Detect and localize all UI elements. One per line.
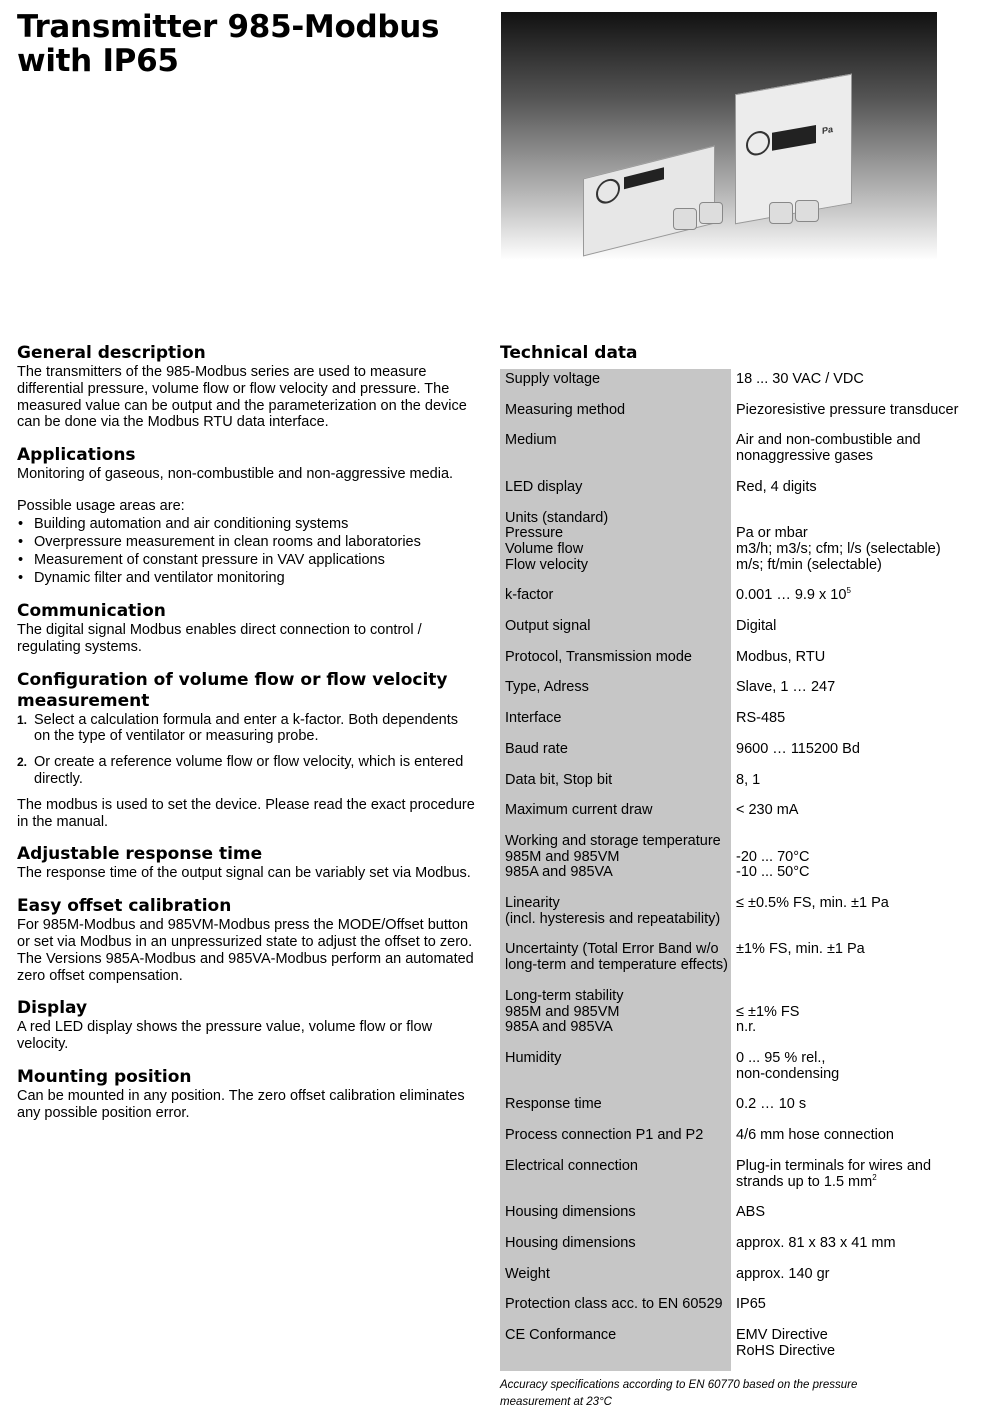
table-row — [500, 893, 990, 939]
spec-value-text: RoHS Directive — [736, 1342, 836, 1359]
table-row — [500, 508, 990, 586]
spec-label — [500, 1205, 731, 1221]
section-text: Monitoring of gaseous, non-combustible and non-aggressive media. — [17, 466, 454, 483]
spec-value-line — [736, 449, 990, 465]
list-item: • Dynamic filter and ventilator monitoring — [17, 569, 477, 587]
section-applications — [17, 445, 477, 587]
table-row — [500, 585, 990, 616]
spec-label — [500, 1159, 731, 1190]
spec-value-line — [736, 865, 990, 881]
spec-value-line — [736, 989, 990, 1005]
spec-label-line: Weight — [505, 1265, 550, 1282]
spec-value-line — [736, 803, 990, 819]
spec-label-line: CE Conformance — [505, 1327, 617, 1344]
spec-label — [500, 1128, 731, 1144]
spec-value — [731, 1236, 990, 1252]
tech-heading: Technical data — [500, 343, 638, 363]
spec-value — [731, 1205, 990, 1221]
section-heading: General description — [17, 343, 206, 363]
table-row — [500, 1048, 990, 1094]
spec-value — [731, 942, 990, 973]
spec-value-text: 9600 … 115200 Bd — [736, 740, 860, 757]
section-heading: Easy offset calibration — [17, 896, 232, 917]
right-column — [500, 343, 990, 1411]
table-row — [500, 1094, 990, 1125]
spec-label — [500, 650, 731, 666]
spec-value-line — [736, 1159, 990, 1175]
spec-label — [500, 1297, 731, 1313]
brand-logo-icon — [596, 176, 620, 206]
spec-value-line — [736, 511, 990, 527]
spec-value — [731, 1128, 990, 1144]
spec-value — [731, 1159, 990, 1190]
spec-label-line: long-term and temperature effects) — [505, 957, 728, 974]
spec-value — [731, 1328, 990, 1359]
section-heading: Applications — [17, 445, 136, 466]
spec-value-line — [736, 650, 990, 666]
table-row — [500, 1294, 990, 1325]
spec-label-line: Long-term stability — [505, 987, 624, 1004]
spec-value-line — [736, 896, 990, 912]
usage-list — [17, 515, 477, 587]
cable-gland-icon — [795, 200, 819, 222]
spec-label-line: Interface — [505, 710, 562, 727]
spec-value-text: Slave, 1 … 247 — [736, 679, 836, 696]
spec-label-line: LED display — [505, 478, 583, 495]
spec-value-line — [736, 558, 990, 574]
spec-label — [500, 1097, 731, 1113]
spec-label-line: Working and storage temperature — [505, 832, 721, 849]
spec-value-text: ≤ ±1% FS — [736, 1003, 800, 1020]
table-row — [500, 708, 990, 739]
table-row — [500, 1233, 990, 1264]
device-small — [583, 146, 715, 257]
brand-logo-icon — [746, 129, 770, 157]
spec-value-text: -10 ... 50°C — [736, 864, 810, 881]
table-row — [500, 1325, 990, 1371]
table-row — [500, 369, 990, 400]
spec-value-text: non-condensing — [736, 1065, 840, 1082]
spec-label-line: Baud rate — [505, 740, 568, 757]
product-photo — [501, 12, 937, 260]
usage-intro: Possible usage areas are: — [17, 497, 185, 514]
spec-value-text: approx. 81 x 83 x 41 mm — [736, 1234, 896, 1251]
list-item — [17, 754, 477, 788]
spec-value-line — [736, 711, 990, 727]
spec-label — [500, 989, 731, 1036]
table-row — [500, 477, 990, 508]
spec-value-text: m3/h; m3/s; cfm; l/s (selectable) — [736, 540, 941, 557]
spec-value — [731, 711, 990, 727]
title-line-2: with IP65 — [17, 43, 179, 79]
section-heading: Configuration of volume flow or flow velocity measurement — [17, 669, 448, 711]
spec-label-line: Protocol, Transmission mode — [505, 648, 692, 665]
spec-value-line — [736, 1020, 990, 1036]
accuracy-note: Accuracy specifications according to EN 60770 based on the pressure measurement at 23°C — [500, 1379, 858, 1409]
superscript: 2 — [872, 1172, 877, 1182]
spec-value-text: n.r. — [736, 1019, 757, 1036]
spec-label-line: Supply voltage — [505, 371, 601, 387]
spec-label — [500, 834, 731, 881]
spec-value-line — [736, 942, 990, 958]
spec-value — [731, 989, 990, 1036]
spec-value-line — [736, 1172, 990, 1191]
table-row — [500, 939, 990, 985]
spec-label — [500, 433, 731, 464]
spec-value-line — [736, 773, 990, 789]
spec-value-line — [736, 542, 990, 558]
spec-value-line — [736, 742, 990, 758]
table-row — [500, 1264, 990, 1295]
table-row — [500, 1125, 990, 1156]
section-heading: Mounting position — [17, 1066, 192, 1087]
spec-value — [731, 1297, 990, 1313]
spec-value — [731, 403, 990, 419]
spec-label — [500, 680, 731, 696]
spec-value — [731, 433, 990, 464]
spec-label — [500, 742, 731, 758]
spec-value-line — [736, 1344, 990, 1360]
step-number: 1. — [17, 712, 28, 727]
spec-value-line — [736, 1267, 990, 1283]
spec-value-line — [736, 372, 990, 388]
spec-value-line — [736, 850, 990, 866]
spec-label — [500, 1051, 731, 1082]
step-text: Select a calculation formula and enter a k-factor. Both dependents on the type of ventilator or measuring probe. — [34, 711, 458, 745]
spec-label-line: Maximum current draw — [505, 802, 653, 819]
spec-value-text: 18 ... 30 VAC / VDC — [736, 371, 864, 387]
table-row — [500, 430, 990, 476]
spec-label-line: Uncertainty (Total Error Band w/o — [505, 941, 719, 958]
spec-label-line: Housing dimensions — [505, 1204, 636, 1221]
spec-value-line — [736, 1067, 990, 1083]
spec-value-text: ±1% FS, min. ±1 Pa — [736, 941, 865, 958]
table-row — [500, 770, 990, 801]
spec-value-text: 0.2 … 10 s — [736, 1096, 807, 1113]
spec-label-line: Humidity — [505, 1049, 562, 1066]
cable-gland-icon — [673, 208, 697, 230]
table-row — [500, 1202, 990, 1233]
section-text: The digital signal Modbus enables direct connection to control / regulating systems. — [17, 621, 422, 655]
section-heading: Communication — [17, 600, 166, 621]
spec-value — [731, 511, 990, 574]
spec-value-text: EMV Directive — [736, 1327, 828, 1344]
spec-label-line: 985M and 985VM — [505, 1003, 620, 1020]
section-heading: Display — [17, 998, 88, 1019]
table-row — [500, 739, 990, 770]
section-text: The response time of the output signal can be variably set via Modbus. — [17, 865, 471, 882]
section-text: The transmitters of the 985-Modbus series are used to measure differential pressure, volume flow or flow velocity and pressure. The measured value can be output and the parameterization on the device can be done via the Modbus RTU data interface. — [17, 364, 467, 431]
spec-label — [500, 896, 731, 927]
spec-label — [500, 372, 731, 388]
spec-value-line — [736, 480, 990, 496]
step-text: Or create a reference volume flow or flow velocity, which is entered directly. — [34, 754, 464, 787]
spec-value-line — [736, 1005, 990, 1021]
spec-value — [731, 619, 990, 635]
spec-label-line: Volume flow — [505, 540, 584, 557]
section-text: The modbus is used to set the device. Please read the exact procedure in the manual. — [17, 796, 475, 830]
spec-label-line: (incl. hysteresis and repeatability) — [505, 910, 721, 927]
left-column — [17, 343, 477, 1136]
spec-label-line: Units (standard) — [505, 509, 609, 526]
spec-label-line: 985M and 985VM — [505, 848, 620, 865]
device-unit-label: Pa — [822, 124, 834, 136]
spec-value-text: IP65 — [736, 1296, 766, 1313]
table-row — [500, 400, 990, 431]
spec-label-line: Output signal — [505, 618, 591, 635]
spec-label — [500, 1236, 731, 1252]
spec-label — [500, 942, 731, 973]
superscript: 5 — [846, 586, 851, 596]
spec-label-line: Pressure — [505, 525, 564, 542]
section-text: For 985M-Modbus and 985VM-Modbus press the MODE/Offset button or set via Modbus in an unpressurized state to adjust the offset to zero. The Versions 985A-Modbus and 985VA-Modbus perform an automated zero offset compensation. — [17, 917, 474, 984]
cable-gland-icon — [769, 202, 793, 224]
spec-value-line — [736, 1097, 990, 1113]
spec-label-line: Linearity — [505, 895, 560, 912]
spec-value-line — [736, 1297, 990, 1313]
spec-value — [731, 650, 990, 666]
spec-value — [731, 742, 990, 758]
spec-value-text: strands up to 1.5 mm — [736, 1173, 873, 1190]
table-row — [500, 986, 990, 1048]
spec-value-line — [736, 1205, 990, 1221]
spec-value-text: 0 ... 95 % rel., — [736, 1049, 826, 1066]
spec-label-line: Response time — [505, 1096, 602, 1113]
list-item: • Overpressure measurement in clean rooms and laboratories — [17, 533, 477, 551]
spec-label-line: Process connection P1 and P2 — [505, 1127, 704, 1144]
spec-value-line — [736, 834, 990, 850]
section-text: Can be mounted in any position. The zero offset calibration eliminates any possible position error. — [17, 1087, 465, 1121]
spec-value-line — [736, 1051, 990, 1067]
section-response-time — [17, 844, 477, 882]
spec-label-line: Protection class acc. to EN 60529 — [505, 1296, 723, 1313]
step-number: 2. — [17, 755, 28, 770]
spec-value-text: 8, 1 — [736, 771, 761, 788]
section-general — [17, 343, 477, 431]
spec-label — [500, 711, 731, 727]
spec-label — [500, 403, 731, 419]
spec-value-text: Digital — [736, 618, 777, 635]
section-heading: Adjustable response time — [17, 844, 263, 865]
spec-value-line — [736, 1236, 990, 1252]
spec-value-text: ≤ ±0.5% FS, min. ±1 Pa — [736, 895, 889, 912]
spec-value-text: RS-485 — [736, 710, 786, 727]
spec-label — [500, 588, 731, 604]
section-configuration — [17, 670, 477, 831]
spec-label-line: k-factor — [505, 587, 554, 604]
page-title — [17, 10, 497, 78]
spec-value-text: Pa or mbar — [736, 525, 808, 542]
spec-value-text: 4/6 mm hose connection — [736, 1127, 894, 1144]
spec-value-text: nonaggressive gases — [736, 448, 874, 465]
spec-value-text: Modbus, RTU — [736, 648, 826, 665]
spec-label-line: Medium — [505, 432, 557, 449]
spec-label-line: 985A and 985VA — [505, 864, 613, 881]
list-item: • Building automation and air conditioning systems — [17, 515, 477, 533]
spec-value-text: Piezoresistive pressure transducer — [736, 401, 959, 418]
spec-label-line: Flow velocity — [505, 556, 588, 573]
section-display — [17, 998, 477, 1053]
table-row — [500, 677, 990, 708]
spec-value — [731, 480, 990, 496]
spec-value — [731, 834, 990, 881]
spec-label-line: Data bit, Stop bit — [505, 771, 613, 788]
table-row — [500, 647, 990, 678]
spec-label — [500, 773, 731, 789]
spec-value-line — [736, 403, 990, 419]
spec-label — [500, 803, 731, 819]
spec-value-text: approx. 140 gr — [736, 1265, 830, 1282]
spec-value — [731, 896, 990, 927]
table-row — [500, 616, 990, 647]
spec-value-text: Red, 4 digits — [736, 478, 817, 495]
spec-label — [500, 619, 731, 635]
spec-value-text: Plug-in terminals for wires and — [736, 1157, 932, 1174]
spec-value-text: < 230 mA — [736, 802, 799, 819]
spec-label — [500, 511, 731, 574]
spec-label — [500, 1267, 731, 1283]
spec-label — [500, 480, 731, 496]
device-large — [735, 74, 852, 225]
list-item: • Measurement of constant pressure in VAV applications — [17, 551, 477, 569]
spec-value-line — [736, 526, 990, 542]
spec-value-line — [736, 680, 990, 696]
spec-value-line — [736, 1128, 990, 1144]
spec-value — [731, 588, 990, 604]
table-row — [500, 1156, 990, 1202]
spec-value-line — [736, 619, 990, 635]
cable-gland-icon — [699, 202, 723, 224]
spec-label-line: Housing dimensions — [505, 1234, 636, 1251]
section-text: A red LED display shows the pressure value, volume flow or flow velocity. — [17, 1019, 433, 1053]
list-item — [17, 712, 477, 746]
spec-value — [731, 1267, 990, 1283]
spec-value-text: 0.001 … 9.9 x 10 — [736, 587, 847, 604]
tech-table — [500, 369, 990, 1371]
table-row — [500, 800, 990, 831]
section-mounting — [17, 1067, 477, 1122]
device-display — [624, 167, 664, 189]
spec-value-text: -20 ... 70°C — [736, 848, 810, 865]
spec-value-text: ABS — [736, 1204, 766, 1221]
device-display — [772, 125, 816, 151]
configuration-steps — [17, 712, 477, 788]
spec-label-line: Type, Adress — [505, 679, 589, 696]
spec-label-line: Measuring method — [505, 401, 626, 418]
spec-value — [731, 803, 990, 819]
section-offset — [17, 896, 477, 984]
spec-value-line — [736, 588, 990, 604]
spec-label-line: 985A and 985VA — [505, 1019, 613, 1036]
title-line-1: Transmitter 985-Modbus — [17, 9, 440, 45]
spec-value-text: m/s; ft/min (selectable) — [736, 556, 882, 573]
spec-value — [731, 680, 990, 696]
spec-value — [731, 773, 990, 789]
spec-value-text: Air and non-combustible and — [736, 432, 921, 449]
spec-label-line: Electrical connection — [505, 1157, 638, 1174]
spec-value-line — [736, 1328, 990, 1344]
table-row — [500, 831, 990, 893]
spec-label — [500, 1328, 731, 1359]
spec-value — [731, 1051, 990, 1082]
spec-value-line — [736, 433, 990, 449]
spec-value — [731, 1097, 990, 1113]
spec-value — [731, 372, 990, 388]
section-communication — [17, 601, 477, 656]
